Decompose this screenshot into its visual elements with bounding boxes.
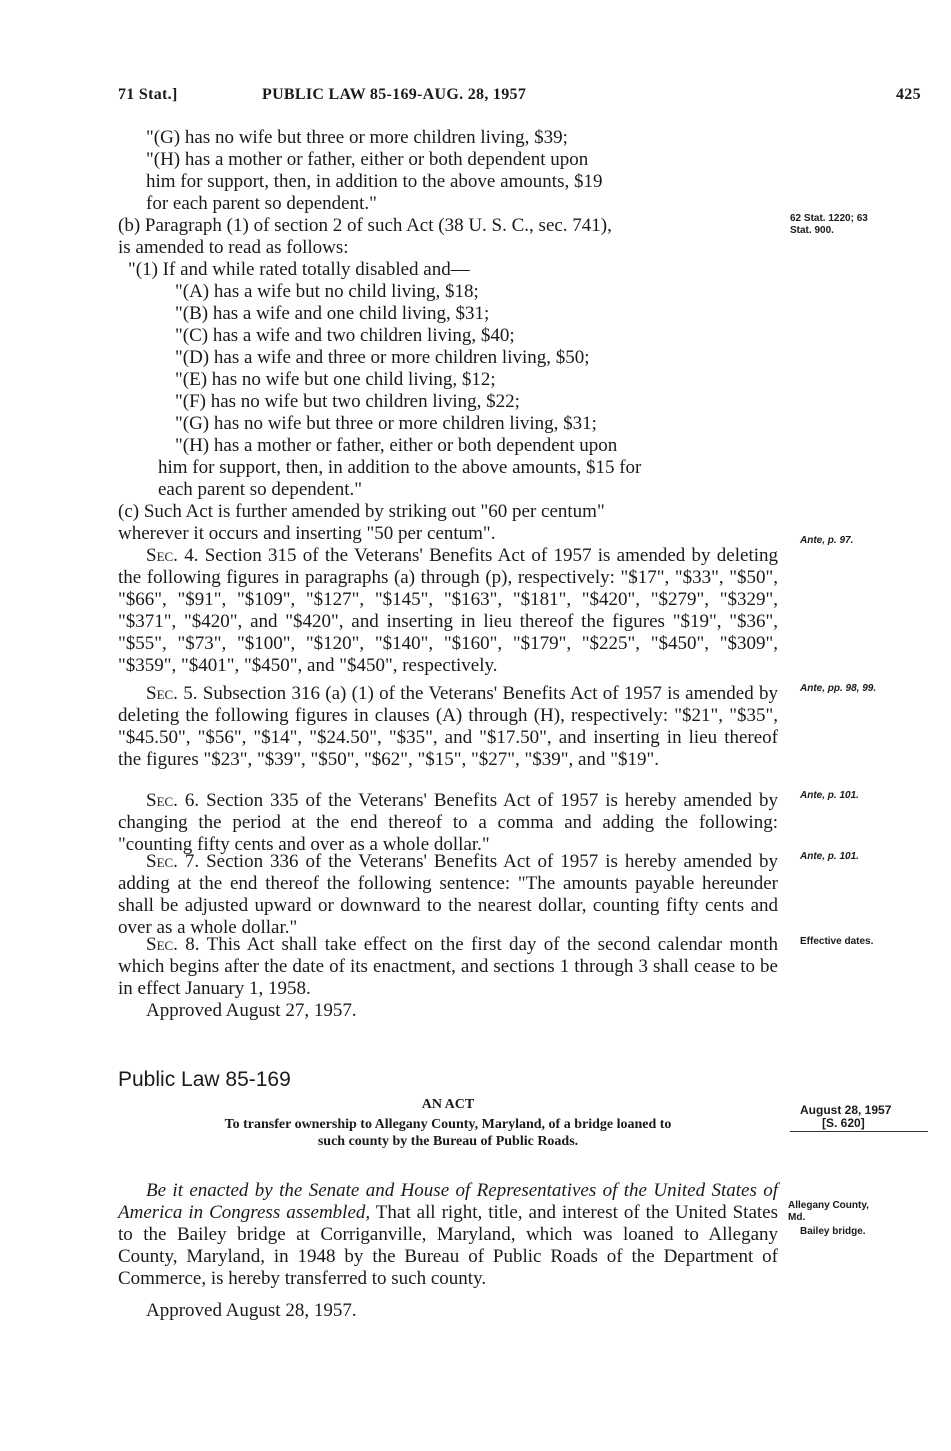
section-5-label: Sec. 5. [146,683,198,704]
margin-date: August 28, 1957 [800,1103,892,1117]
margin-county-line2: Md. [788,1212,806,1223]
enacting-formula: Be it enacted by the Senate and House of Representatives of the United States of America in Congress assembled, [118,1180,778,1223]
clause-h-line1: "(H) has a mother or father, either or both dependent upon [146,149,589,170]
section-4-text: Section 315 of the Veterans' Benefits Act of 1957 is amended by deleting the following figures in paragraphs (a) through (p), respectively: "$17", "$33", "$50", "$66", "$91", "$109", "$127", "$145", "$163", "$181", "$420", "$279", "$329", "$371", "$420", and "$420", and inserting in lieu thereof the figures "$19", "$36", "$55", "$73", "$100", "$120", "$140", "$160", "$179", "$225", "$450", "$309", "$359", "$401", "$450", and "$450", respectively. [118,545,778,676]
margin-rule [790,1131,928,1132]
act-description [118,1116,778,1150]
clause-h-line2: him for support, then, in addition to the above amounts, $19 [146,171,603,192]
clause-c: "(C) has a wife and two children living, $40; [175,325,515,346]
section-7 [118,851,778,939]
clause-h2-line3: each parent so dependent." [158,479,362,500]
paragraph-1-intro: "(1) If and while rated totally disabled and— [128,259,470,280]
approval-2-text: Approved August 28, 1957. [146,1300,357,1321]
section-4-label: Sec. 4. [146,545,199,566]
section-7-label: Sec. 7. [146,851,200,872]
clause-h-line3: for each parent so dependent." [146,193,377,214]
clause-b: "(B) has a wife and one child living, $31; [175,303,490,324]
margin-stat-line2: Stat. 900. [790,225,834,236]
margin-note-ante-97: Ante, p. 97. [800,535,854,546]
subsection-c-line2: wherever it occurs and inserting "50 per centum". [118,523,496,544]
margin-note-ante-101b: Ante, p. 101. [800,851,859,862]
an-act-heading: AN ACT [421,1097,475,1112]
public-law-title: Public Law 85-169 [118,1068,291,1091]
clause-g: "(G) has no wife but three or more children living, $39; [146,127,568,148]
subsection-b-line1: (b) Paragraph (1) of section 2 of such Act (38 U. S. C., sec. 741), [118,215,612,236]
margin-note-ante-98-99: Ante, pp. 98, 99. [800,683,877,694]
margin-note-stat [790,213,940,237]
section-6-label: Sec. 6. [146,790,200,811]
margin-note-county [788,1200,938,1224]
clause-e: "(E) has no wife but one child living, $12; [175,369,496,390]
clause-f: "(F) has no wife but two children living, $22; [175,391,520,412]
clause-h2-line2: him for support, then, in addition to the above amounts, $15 for [158,457,642,478]
enacting-text: That all right, title, and interest of the United States to the Bailey bridge at Corriganville, Maryland, which was loaned to Allegany County, Maryland, in 1948 by the Bureau of Public Roads of the Department of Commerce, is hereby transferred to such county. [118,1202,778,1289]
approval-1-text: Approved August 27, 1957. [146,1000,357,1021]
clause-d: "(D) has a wife and three or more children living, $50; [175,347,590,368]
subsection-c-line1: (c) Such Act is further amended by striking out "60 per centum" [118,501,605,522]
subsection-b-line2: is amended to read as follows: [118,237,349,258]
page-number: 425 [896,86,921,103]
section-8 [118,934,778,1000]
margin-note-bailey-bridge: Bailey bridge. [800,1226,866,1237]
clause-h2-line1: "(H) has a mother or father, either or both dependent upon [175,435,618,456]
clause-a: "(A) has a wife but no child living, $18; [175,281,479,302]
clause-g2: "(G) has no wife but three or more children living, $31; [175,413,597,434]
act-description-line2: such county by the Bureau of Public Roads. [317,1134,579,1149]
margin-stat-line1: 62 Stat. 1220; 63 [790,213,868,224]
volume-reference: 71 Stat.] [118,86,178,103]
act-description-line1: To transfer ownership to Allegany County, Maryland, of a bridge loaned to [224,1117,672,1132]
enacting-clause [118,1180,778,1290]
approval-1 [118,1000,778,1022]
margin-bill-number: [S. 620] [822,1116,865,1130]
approval-2 [118,1300,778,1322]
section-5 [118,683,778,771]
page-header-title: PUBLIC LAW 85-169-AUG. 28, 1957 [262,86,527,103]
section-5-text: Subsection 316 (a) (1) of the Veterans' Benefits Act of 1957 is amended by deleting the following figures in clauses (A) through (H), respectively: "$21", "$35", "$45.50", "$56", "$14", "$24.50", "$35", and "$17.50", and inserting in lieu thereof the figures "$23", "$39", "$50", "$62", "$15", "$27", "$39", and "$19". [118,683,779,770]
section-8-label: Sec. 8. [146,934,200,955]
section-8-text: This Act shall take effect on the first day of the second calendar month which begins after the date of its enactment, and sections 1 through 3 shall cease to be in effect January 1, 1958. [118,934,778,999]
section-4 [118,545,778,677]
margin-note-date [800,1104,950,1130]
section-3-continuation [118,127,778,545]
margin-note-ante-101a: Ante, p. 101. [800,790,859,801]
section-6 [118,790,778,856]
section-7-text: Section 336 of the Veterans' Benefits Act of 1957 is hereby amended by adding at the end thereof the following sentence: "The amounts payable hereunder shall be adjusted upward or downward to the nearest dollar, counting fifty cents and over as a whole dollar." [118,851,779,938]
margin-county-line1: Allegany County, [788,1200,869,1211]
margin-note-effective-dates: Effective dates. [800,936,874,947]
section-6-text: Section 335 of the Veterans' Benefits Act of 1957 is hereby amended by changing the period at the end thereof to a comma and adding the following: "counting fifty cents and over as a whole dollar." [118,790,779,855]
